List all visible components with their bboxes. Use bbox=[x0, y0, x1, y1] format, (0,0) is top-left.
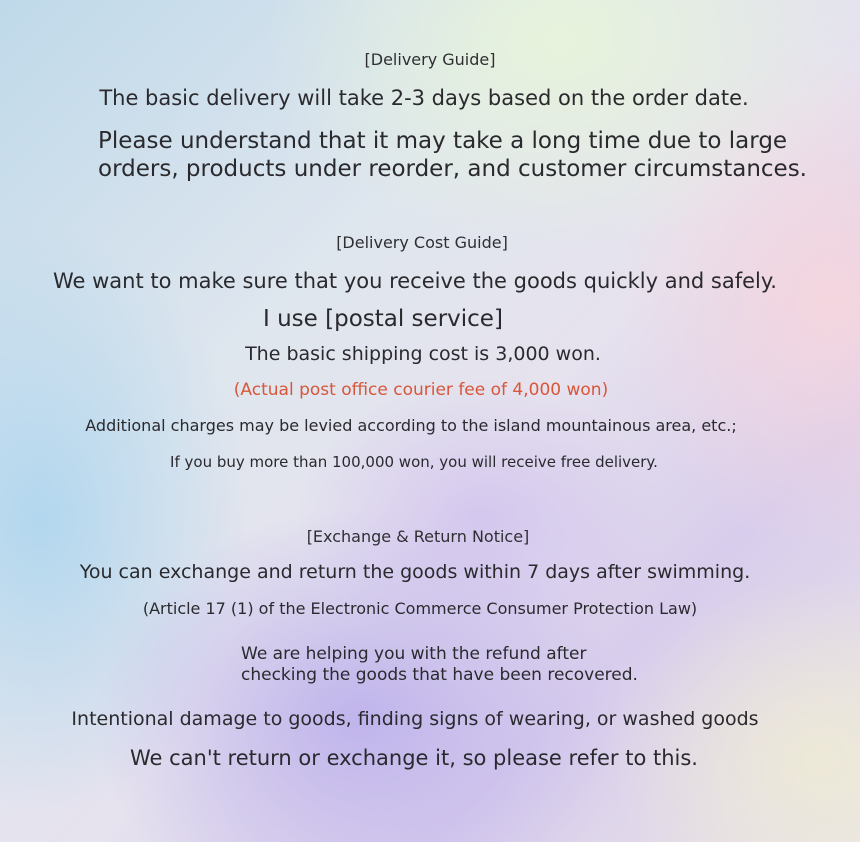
refund-help-line-1: We are helping you with the refund after bbox=[241, 644, 587, 664]
refund-help-text bbox=[241, 644, 638, 685]
postal-service-text: I use [postal service] bbox=[263, 306, 503, 332]
delivery-time-text: The basic delivery will take 2-3 days based on the order date. bbox=[99, 86, 749, 110]
additional-charges-text: Additional charges may be levied according to the island mountainous area, etc.; bbox=[85, 416, 737, 435]
no-return-text: We can't return or exchange it, so please refer to this. bbox=[130, 746, 698, 770]
delivery-guide-heading: [Delivery Guide] bbox=[364, 50, 496, 69]
delivery-delay-line-2: orders, products under reorder, and customer circumstances. bbox=[98, 156, 807, 183]
refund-help-line-2: checking the goods that have been recovered. bbox=[241, 664, 638, 685]
delivery-delay-text bbox=[98, 127, 807, 183]
delivery-cost-guide-heading: [Delivery Cost Guide] bbox=[336, 233, 508, 252]
post-office-fee-text: (Actual post office courier fee of 4,000 won) bbox=[233, 380, 609, 400]
basic-shipping-cost-text: The basic shipping cost is 3,000 won. bbox=[245, 343, 601, 365]
free-delivery-text: If you buy more than 100,000 won, you will receive free delivery. bbox=[170, 453, 658, 471]
consumer-law-text: (Article 17 (1) of the Electronic Commerce Consumer Protection Law) bbox=[142, 599, 698, 618]
exchange-return-heading: [Exchange & Return Notice] bbox=[306, 527, 530, 546]
damage-conditions-text: Intentional damage to goods, finding signs of wearing, or washed goods bbox=[71, 708, 759, 730]
delivery-safety-text: We want to make sure that you receive the goods quickly and safely. bbox=[53, 269, 777, 293]
exchange-period-text: You can exchange and return the goods within 7 days after swimming. bbox=[79, 561, 751, 583]
delivery-delay-line-1: Please understand that it may take a long time due to large bbox=[98, 128, 788, 154]
